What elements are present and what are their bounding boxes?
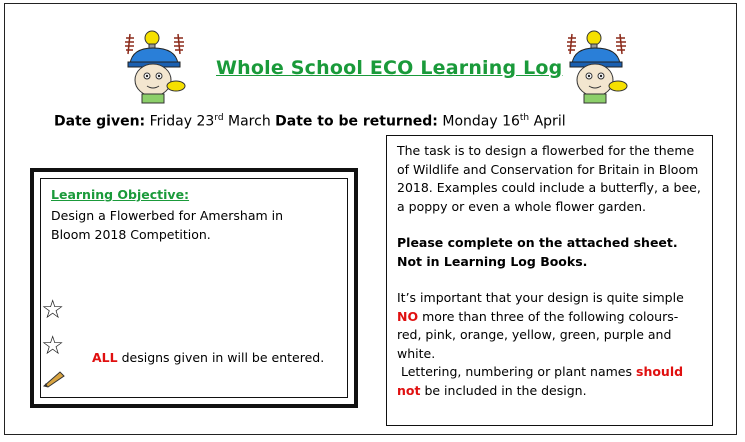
all-entered-note (92, 350, 324, 365)
task-colours-rule (397, 289, 703, 400)
date-given-suffix: rd (214, 113, 224, 123)
entered-text: designs given in will be entered. (121, 350, 325, 365)
simple-text-1: It’s important that your design is quite simple (397, 290, 684, 305)
simple-text-2: more than three of the following colours- red, pink, orange, yellow, green, purple and white. (397, 308, 679, 361)
date-given-label: Date given: (54, 113, 146, 130)
eco-mascot-icon (562, 28, 632, 104)
should-not-highlight: should not (397, 364, 684, 398)
date-given-day: Friday 23 (149, 113, 215, 130)
date-given-month: March (228, 113, 271, 130)
star-outline-icon: ☆ (41, 295, 65, 325)
objective-heading: Learning Objective: (51, 187, 190, 202)
pencil-icon (42, 370, 66, 388)
date-return-label: Date to be returned: (275, 113, 438, 130)
lettering-text-1: Lettering, numbering or plant names (400, 364, 633, 379)
task-intro: The task is to design a flowerbed for the theme of Wildlife and Conservation for Britain in Bloom 2018. Examples could include a butterfly, a bee, a poppy or even a whole flower garden. (397, 143, 701, 214)
eco-mascot-icon (120, 28, 190, 104)
all-highlight: ALL (92, 350, 118, 365)
star-outline-icon: ☆ (41, 331, 65, 361)
page-title: Whole School ECO Learning Log (216, 57, 563, 79)
lettering-text-2: be included in the design. (424, 382, 587, 398)
dates-line (54, 113, 566, 130)
objective-box (30, 168, 358, 408)
no-highlight: NO (397, 308, 419, 324)
task-text (397, 142, 703, 418)
date-return-suffix: th (519, 113, 530, 123)
task-instruction: Please complete on the attached sheet. Not in Learning Log Books. (397, 235, 678, 269)
date-return-day: Monday 16 (442, 113, 520, 130)
objective-inner-border (40, 178, 348, 398)
objective-text: Design a Flowerbed for Amersham in Bloom 2018 Competition. (51, 208, 284, 242)
date-return-month: April (533, 113, 566, 130)
